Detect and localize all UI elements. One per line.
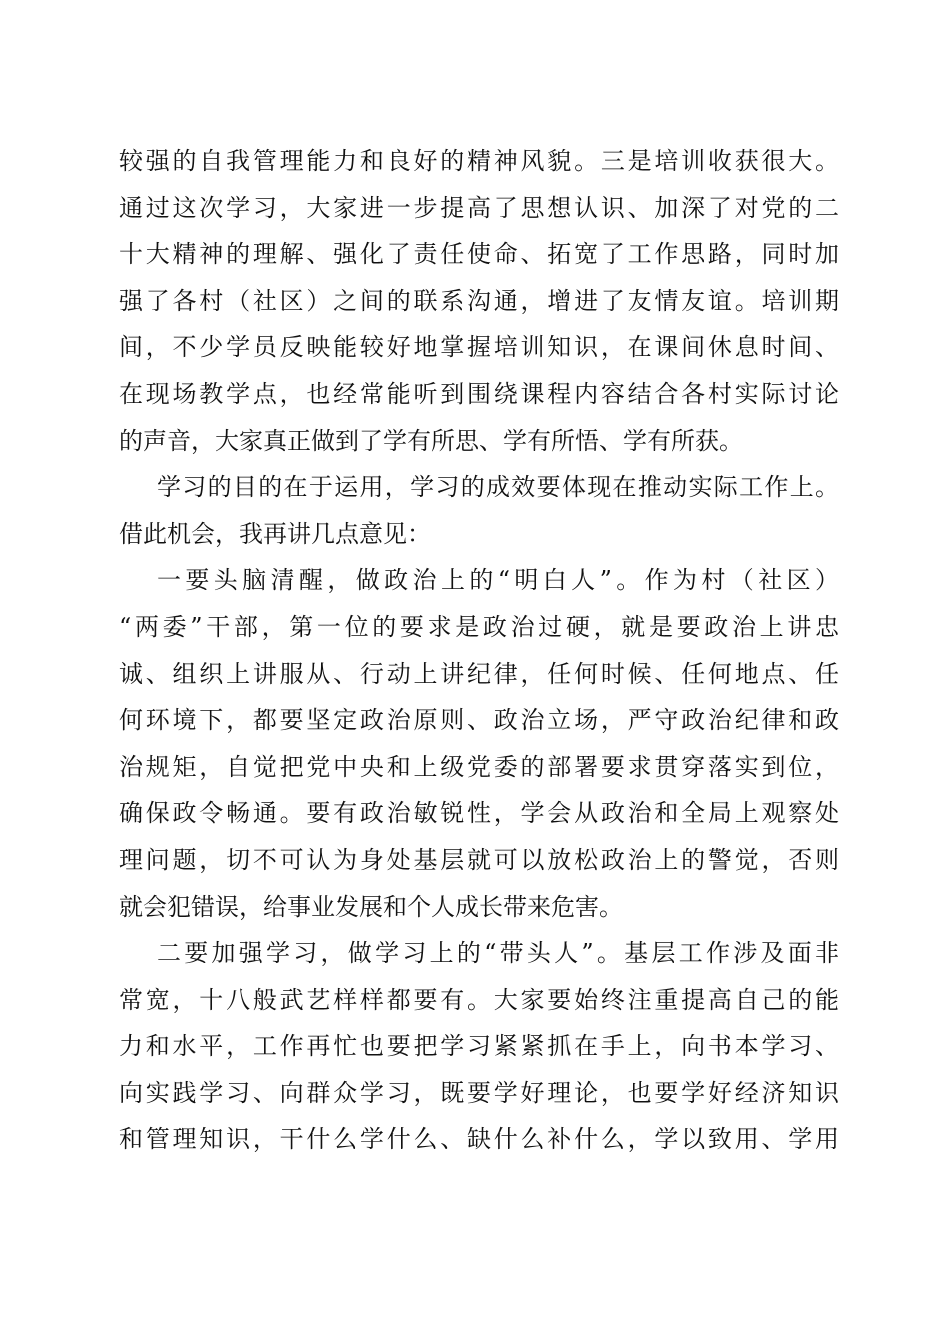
text-line: 强了各村（社区）之间的联系沟通，增进了友情友谊。培训期 bbox=[119, 286, 839, 315]
text-line: 确保政令畅通。要有政治敏锐性，学会从政治和全局上观察处 bbox=[119, 799, 839, 828]
text-line: 和管理知识，干什么学什么、缺什么补什么，学以致用、学用 bbox=[119, 1125, 839, 1154]
text-line: 通过这次学习，大家进一步提高了思想认识、加深了对党的二 bbox=[119, 193, 839, 222]
text-line: 诚、组织上讲服从、行动上讲纪律，任何时候、任何地点、任 bbox=[119, 659, 839, 688]
text-line: 较强的自我管理能力和良好的精神风貌。三是培训收获很大。 bbox=[119, 147, 839, 175]
text-line: 间，不少学员反映能较好地掌握培训知识，在课间休息时间、 bbox=[119, 333, 839, 362]
text-line: 在现场教学点，也经常能听到围绕课程内容结合各村实际讨论 bbox=[119, 379, 839, 408]
text-line: 的声音，大家真正做到了学有所思、学有所悟、学有所获。 bbox=[119, 426, 743, 455]
text-line: 借此机会，我再讲几点意见： bbox=[119, 519, 431, 548]
text-line: 理问题，切不可认为身处基层就可以放松政治上的警觉，否则 bbox=[119, 845, 839, 874]
text-line: 向实践学习、向群众学习，既要学好理论，也要学好经济知识 bbox=[119, 1078, 839, 1107]
text-line: 一要头脑清醒，做政治上的“明白人”。作为村（社区） bbox=[157, 566, 839, 595]
text-line: 力和水平，工作再忙也要把学习紧紧抓在手上，向书本学习、 bbox=[119, 1032, 839, 1061]
text-line: 学习的目的在于运用，学习的成效要体现在推动实际工作上。 bbox=[157, 473, 839, 502]
text-line: 治规矩，自觉把党中央和上级党委的部署要求贯穿落实到位， bbox=[119, 752, 839, 781]
body-text bbox=[119, 138, 839, 1163]
text-line: 何环境下，都要坚定政治原则、政治立场，严守政治纪律和政 bbox=[119, 706, 839, 735]
text-line: 就会犯错误，给事业发展和个人成长带来危害。 bbox=[119, 892, 623, 921]
text-line: “两委”干部，第一位的要求是政治过硬，就是要政治上讲忠 bbox=[119, 612, 839, 641]
text-line: 常宽，十八般武艺样样都要有。大家要始终注重提高自己的能 bbox=[119, 985, 839, 1014]
text-line: 二要加强学习，做学习上的“带头人”。基层工作涉及面非 bbox=[157, 939, 839, 968]
text-line: 十大精神的理解、强化了责任使命、拓宽了工作思路，同时加 bbox=[119, 240, 839, 269]
